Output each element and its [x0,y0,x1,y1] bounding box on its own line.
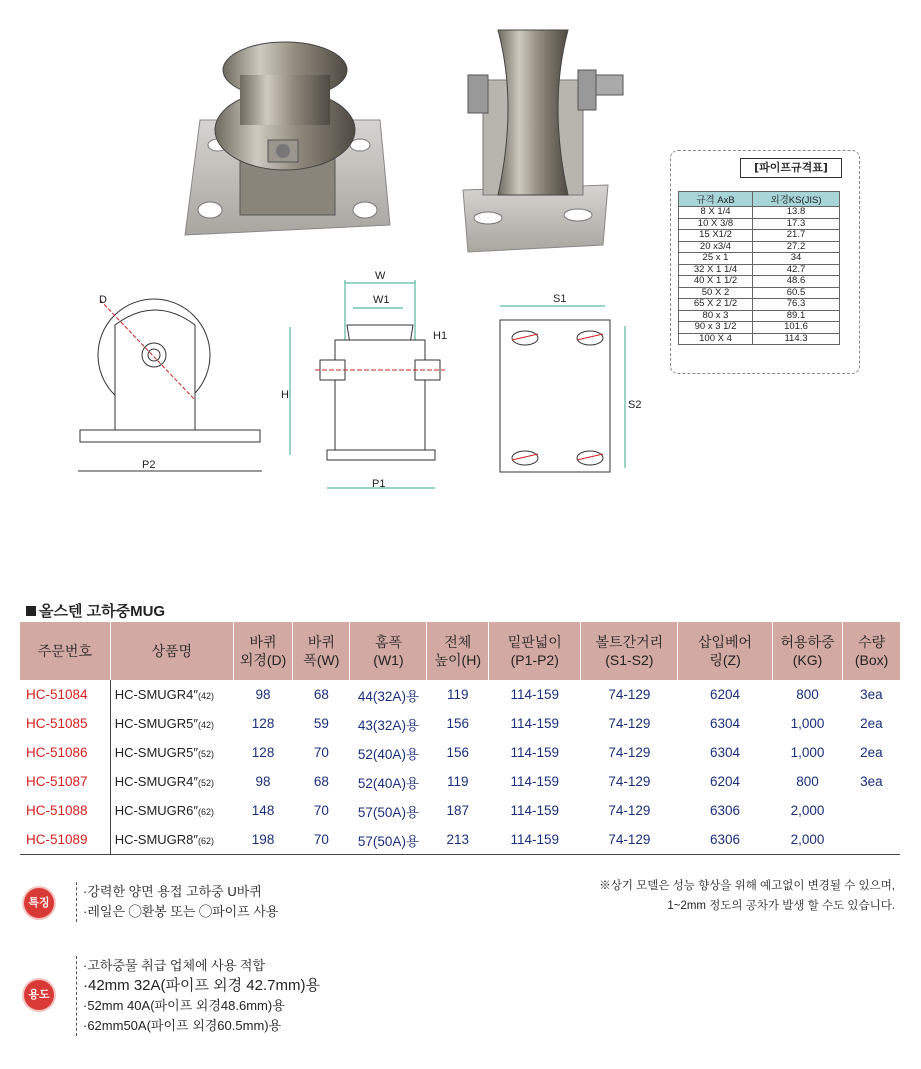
features-list [76,882,278,922]
cell-w1: 44(32A)용 [357,688,419,704]
column-header [772,622,842,680]
product-photo-front [180,20,400,240]
cell-kg: 800 [796,687,819,702]
cell-s: 74-129 [608,774,651,789]
pipe-size-cell: 32 X 1 1/4 [679,264,753,276]
cell-s: 74-129 [608,716,651,731]
table-row [20,767,900,796]
cell-w1: 43(32A)용 [357,717,419,733]
column-header-line: 링(Z) [709,652,741,668]
pipe-size-cell: 40 X 1 1/2 [679,276,753,288]
pipe-row [679,333,840,345]
column-header-line: 볼트간거리 [595,634,664,650]
cell-kg: 1,000 [790,716,825,731]
cell-w1: 57(50A)용 [357,804,419,820]
cell-h: 213 [427,825,489,855]
product-name: HC-SMUGR4″ [114,774,199,789]
column-header [678,622,773,680]
pipe-col-od: 외경KS(JIS) [753,192,840,207]
cell-z: 6204 [710,687,741,702]
product-size: (52) [198,778,215,788]
product-name: HC-SMUGR5″ [114,745,199,760]
table-row [20,680,900,709]
cell-d: 128 [251,745,275,760]
column-header-line: 전체 [444,634,472,650]
cell-h: 119 [446,774,469,789]
pipe-col-size: 규격 AxB [679,192,753,207]
section-title [26,600,165,621]
cell-h: 187 [446,803,470,818]
order-code-cell: HC-51086 [20,738,110,767]
pipe-row [679,322,840,334]
pipe-od-cell: 42.7 [753,264,840,276]
pipe-row [679,207,840,219]
cell-z: 6306 [710,803,741,818]
product-name-cell [110,709,233,738]
column-header-line: 홈폭 [374,634,402,650]
pipe-size-cell: 50 X 2 [679,287,753,299]
pipe-od-cell: 27.2 [753,241,840,253]
column-header [489,622,581,680]
note-line: ※상기 모델은 성능 향상을 위해 예고없이 변경될 수 있으며, [599,880,895,892]
column-header-line: (KG) [792,652,823,668]
pipe-od-cell: 89.1 [753,310,840,322]
cell-w1: 57(50A)용 [350,825,427,855]
table-row [20,738,900,767]
column-header-line: 높이(H) [434,652,481,668]
cell-kg: 2,000 [772,825,842,855]
cell-z: 6304 [710,745,741,760]
label-h1: H1 [433,330,448,342]
pipe-od-cell: 114.3 [753,333,840,345]
pipe-row [679,253,840,265]
pipe-spec-title: [파이프규격표] [740,158,842,178]
cell-box [843,825,900,855]
column-header-line: 상품명 [151,643,193,659]
cell-d: 148 [251,803,275,818]
column-header-line: 바퀴 [249,634,277,650]
pipe-row [679,241,840,253]
product-name-cell [110,825,233,855]
pipe-row [679,264,840,276]
product-name: HC-SMUGR5″ [114,716,199,731]
pipe-od-cell: 76.3 [753,299,840,311]
column-header [20,622,110,680]
order-code-cell: HC-51085 [20,709,110,738]
column-header-line: (S1-S2) [605,652,654,668]
column-header [293,622,350,680]
cell-s: 74-129 [608,803,651,818]
product-photo-side [458,20,638,250]
cell-d: 98 [255,687,271,702]
product-size: (42) [198,720,215,730]
cell-d: 198 [233,825,292,855]
product-size: (52) [198,749,215,759]
product-spec-table [20,622,900,855]
cell-p: 114-159 [510,774,560,789]
column-header [110,622,233,680]
label-p2: P2 [142,459,156,471]
column-header-line: 수량 [858,634,886,650]
pipe-od-cell: 21.7 [753,230,840,242]
features-badge: 특징 [24,888,54,918]
cell-h: 156 [446,716,470,731]
cell-s: 74-129 [581,825,678,855]
column-header-line: 외경(D) [239,652,287,668]
pipe-size-cell: 20 x3/4 [679,241,753,253]
drawing-side-view [70,285,270,495]
pipe-row [679,310,840,322]
product-name-cell [110,767,233,796]
column-header-line: (P1-P2) [510,652,559,668]
table-row [20,709,900,738]
product-size: (62) [198,836,215,846]
cell-z: 6204 [710,774,741,789]
pipe-od-cell: 48.6 [753,276,840,288]
product-name: HC-SMUGR8″ [114,832,199,847]
pipe-row [679,276,840,288]
cell-w: 70 [313,745,329,760]
cell-w1: 52(40A)용 [357,746,419,762]
usage-line: ·고하중물 취급 업체에 사용 적합 [83,958,266,973]
table-row [20,796,900,825]
column-header [350,622,427,680]
pipe-size-cell: 25 x 1 [679,253,753,265]
column-header [581,622,678,680]
order-code-cell: HC-51089 [20,825,110,855]
note-line: 1~2mm 정도의 공차가 발생 할 수도 있습니다. [667,900,895,912]
cell-z: 6306 [678,825,773,855]
pipe-spec-table [678,191,840,345]
product-name: HC-SMUGR6″ [114,803,199,818]
label-h: H [281,389,289,401]
column-header-line: (W1) [373,652,404,668]
pipe-od-cell: 101.6 [753,322,840,334]
pipe-size-cell: 100 X 4 [679,333,753,345]
cell-kg: 2,000 [790,803,825,818]
pipe-row [679,287,840,299]
pipe-size-cell: 90 x 3 1/2 [679,322,753,334]
product-size: (42) [198,691,215,701]
cell-w1: 52(40A)용 [357,775,419,791]
label-p1: P1 [372,478,386,490]
cell-w: 70 [293,825,350,855]
pipe-size-cell: 8 X 1/4 [679,207,753,219]
cell-p: 114-159 [510,716,560,731]
feature-line: ·강력한 양면 용접 고하중 U바퀴 [83,884,262,899]
cell-box: 2ea [860,716,883,731]
cell-w: 59 [313,716,329,731]
label-s1: S1 [553,293,567,305]
pipe-row [679,299,840,311]
cell-p: 114-159 [489,825,581,855]
usage-list [76,956,320,1036]
feature-line: ·레일은 ◯환봉 또는 ◯파이프 사용 [83,904,279,919]
drawing-front-view [275,265,455,500]
column-header-line: 주문번호 [37,643,92,659]
cell-d: 128 [251,716,275,731]
pipe-size-cell: 65 X 2 1/2 [679,299,753,311]
pipe-od-cell: 13.8 [753,207,840,219]
order-code-cell: HC-51088 [20,796,110,825]
pipe-row [679,230,840,242]
usage-badge: 용도 [24,980,54,1010]
cell-p: 114-159 [510,803,560,818]
order-code-cell: HC-51084 [20,680,110,709]
cell-kg: 1,000 [790,745,825,760]
square-bullet-icon [26,606,36,616]
column-header [233,622,292,680]
cell-h: 156 [446,745,470,760]
label-w1: W1 [373,294,390,306]
cell-w: 68 [313,687,329,702]
column-header [427,622,489,680]
product-size: (62) [198,807,215,817]
cell-w: 70 [313,803,329,818]
section-title-text: 올스텐 고하중MUG [39,603,166,620]
drawing-top-view [490,288,640,478]
order-code-cell: HC-51087 [20,767,110,796]
cell-h: 119 [446,687,469,702]
usage-line: ·52mm 40A(파이프 외경48.6mm)용 [83,998,285,1013]
column-header-line: 허용하중 [780,634,835,650]
column-header-line: 삽입베어 [697,634,753,650]
product-name-cell [110,680,233,709]
product-name: HC-SMUGR4″ [114,687,199,702]
usage-line: ·62mm50A(파이프 외경60.5mm)용 [83,1018,282,1033]
label-s2: S2 [628,399,642,411]
usage-line: ·42mm 32A(파이프 외경 42.7mm)용 [83,977,320,994]
cell-s: 74-129 [608,745,651,760]
disclaimer-note [599,876,895,916]
pipe-od-cell: 34 [753,253,840,265]
cell-kg: 800 [796,774,819,789]
column-header-line: 바퀴 [307,634,335,650]
cell-p: 114-159 [510,687,560,702]
cell-p: 114-159 [510,745,560,760]
cell-s: 74-129 [608,687,651,702]
table-row [20,825,900,855]
product-name-cell [110,796,233,825]
column-header-line: 폭(W) [303,652,340,668]
pipe-size-cell: 10 X 3/8 [679,218,753,230]
cell-box: 3ea [860,687,883,702]
column-header-line: (Box) [854,652,889,668]
pipe-size-cell: 15 X1/2 [679,230,753,242]
pipe-od-cell: 17.3 [753,218,840,230]
cell-box: 3ea [860,774,883,789]
cell-box [843,796,900,825]
label-d: D [99,294,107,306]
product-name-cell [110,738,233,767]
label-w: W [375,270,386,282]
pipe-row [679,218,840,230]
pipe-size-cell: 80 x 3 [679,310,753,322]
cell-w: 68 [313,774,329,789]
cell-box: 2ea [860,745,883,760]
column-header [843,622,900,680]
pipe-od-cell: 60.5 [753,287,840,299]
column-header-line: 밑판넓이 [507,634,562,650]
cell-z: 6304 [710,716,741,731]
cell-d: 98 [255,774,271,789]
